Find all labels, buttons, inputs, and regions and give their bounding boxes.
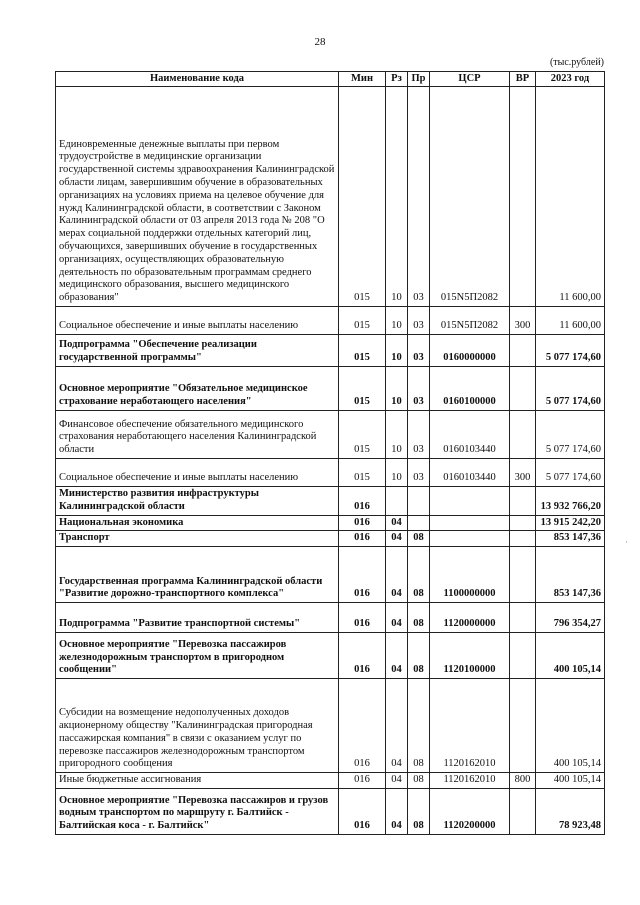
cell-name: Подпрограмма "Развитие транспортной системы" — [56, 603, 339, 633]
cell-min: 016 — [339, 633, 386, 679]
cell-pr — [408, 487, 430, 516]
cell-csr: 0160103440 — [430, 411, 510, 459]
cell-name: Единовременные денежные выплаты при первом трудоустройстве в медицинские организации государственной системы здравоохранения Калининградской области лицам, завершившим обучение в образовательных организациях на условиях приема на целевое обучение для нужд Калининградской области, в соответствии с Законом Калининградской области от 03 апреля 2013 года № 208 "О мерах социальной поддержки отдельных категорий лиц, обучающихся, завершивших обучение в государственных организациях, осуществляющих образовательную деятельность по образовательным программам среднего медицинского образования, высшего медицинского образования" — [56, 87, 339, 307]
cell-name: Субсидии на возмещение недополученных доходов акционерному обществу "Калининградская пригородная пассажирская компания" в связи с оказанием услуг по перевозке пассажиров железнодорожным транспортом пригородного сообщения — [56, 679, 339, 773]
cell-rz: 04 — [386, 788, 408, 834]
table-row — [56, 679, 605, 773]
cell-pr: 03 — [408, 459, 430, 487]
cell-pr: 08 — [408, 531, 430, 547]
cell-rz: 04 — [386, 531, 408, 547]
cell-amount: 853 147,36 — [536, 531, 605, 547]
cell-vr — [510, 335, 536, 367]
cell-rz: 04 — [386, 679, 408, 773]
cell-pr: 03 — [408, 367, 430, 411]
cell-csr — [430, 515, 510, 531]
cell-csr: 0160103440 — [430, 459, 510, 487]
cell-vr — [510, 411, 536, 459]
cell-min: 015 — [339, 335, 386, 367]
cell-vr — [510, 367, 536, 411]
cell-csr: 1120162010 — [430, 679, 510, 773]
table-row — [56, 603, 605, 633]
cell-name: Социальное обеспечение и иные выплаты населению — [56, 307, 339, 335]
cell-csr: 1120000000 — [430, 603, 510, 633]
cell-min: 016 — [339, 603, 386, 633]
cell-min: 016 — [339, 773, 386, 789]
cell-amount: 11 600,00 — [536, 87, 605, 307]
cell-csr — [430, 487, 510, 516]
cell-vr — [510, 788, 536, 834]
cell-min: 016 — [339, 487, 386, 516]
cell-rz: 04 — [386, 515, 408, 531]
cell-vr: 300 — [510, 307, 536, 335]
cell-name: Основное мероприятие "Обязательное медицинское страхование неработающего населения" — [56, 367, 339, 411]
cell-amount: 78 923,48 — [536, 788, 605, 834]
cell-pr: 03 — [408, 335, 430, 367]
table-body — [56, 87, 605, 835]
cell-pr: 08 — [408, 788, 430, 834]
cell-min: 016 — [339, 547, 386, 603]
table-row — [56, 411, 605, 459]
cell-csr: 1100000000 — [430, 547, 510, 603]
cell-rz: 04 — [386, 547, 408, 603]
cell-min: 016 — [339, 531, 386, 547]
cell-min: 016 — [339, 515, 386, 531]
cell-min: 015 — [339, 307, 386, 335]
cell-rz: 10 — [386, 367, 408, 411]
budget-table — [55, 71, 605, 835]
table-row — [56, 487, 605, 516]
table-row — [56, 633, 605, 679]
cell-csr: 1120100000 — [430, 633, 510, 679]
header-pr: Пр — [408, 72, 430, 87]
table-header — [56, 72, 605, 87]
cell-name: Финансовое обеспечение обязательного медицинского страхования неработающего населения Калининградской области — [56, 411, 339, 459]
cell-amount: 13 932 766,20 — [536, 487, 605, 516]
cell-rz: 10 — [386, 335, 408, 367]
cell-csr: 0160000000 — [430, 335, 510, 367]
cell-min: 015 — [339, 459, 386, 487]
cell-amount: 400 105,14 — [536, 773, 605, 789]
cell-vr — [510, 87, 536, 307]
header-rz: Рз — [386, 72, 408, 87]
header-min: Мин — [339, 72, 386, 87]
cell-rz: 04 — [386, 773, 408, 789]
header-name: Наименование кода — [56, 72, 339, 87]
cell-name: Социальное обеспечение и иные выплаты населению — [56, 459, 339, 487]
cell-vr — [510, 603, 536, 633]
cell-vr — [510, 633, 536, 679]
cell-amount: 11 600,00 — [536, 307, 605, 335]
header-vr: ВР — [510, 72, 536, 87]
table-row — [56, 788, 605, 834]
cell-rz: 10 — [386, 459, 408, 487]
table-row — [56, 335, 605, 367]
cell-vr — [510, 531, 536, 547]
cell-name: Основное мероприятие "Перевозка пассажиров и грузов водным транспортом по маршруту г. Балтийск - Балтийская коса - г. Балтийск" — [56, 788, 339, 834]
header-csr: ЦСР — [430, 72, 510, 87]
cell-amount: 5 077 174,60 — [536, 459, 605, 487]
cell-pr: 08 — [408, 633, 430, 679]
cell-csr: 015N5П2082 — [430, 307, 510, 335]
cell-vr — [510, 547, 536, 603]
cell-pr — [408, 515, 430, 531]
cell-min: 015 — [339, 87, 386, 307]
cell-csr: 015N5П2082 — [430, 87, 510, 307]
cell-amount: 5 077 174,60 — [536, 367, 605, 411]
cell-name: Иные бюджетные ассигнования — [56, 773, 339, 789]
cell-rz: 04 — [386, 633, 408, 679]
table-row — [56, 87, 605, 307]
cell-min: 016 — [339, 788, 386, 834]
cell-rz — [386, 487, 408, 516]
cell-pr: 08 — [408, 547, 430, 603]
table-row — [56, 547, 605, 603]
cell-amount: 796 354,27 — [536, 603, 605, 633]
cell-amount: 400 105,14 — [536, 679, 605, 773]
cell-csr: 1120200000 — [430, 788, 510, 834]
cell-vr — [510, 515, 536, 531]
cell-amount: 5 077 174,60 — [536, 335, 605, 367]
cell-csr: 1120162010 — [430, 773, 510, 789]
table-row — [56, 531, 605, 547]
cell-pr: 03 — [408, 411, 430, 459]
cell-vr: 300 — [510, 459, 536, 487]
page-number: 28 — [314, 36, 326, 48]
cell-pr: 08 — [408, 679, 430, 773]
cell-name: Государственная программа Калининградской области "Развитие дорожно-транспортного комплекса" — [56, 547, 339, 603]
table-row — [56, 307, 605, 335]
cell-amount: 5 077 174,60 — [536, 411, 605, 459]
units-label: (тыс.рублей) — [549, 57, 604, 68]
cell-amount: 13 915 242,20 — [536, 515, 605, 531]
cell-rz: 04 — [386, 603, 408, 633]
table-row — [56, 459, 605, 487]
cell-name: Министерство развития инфраструктуры Калининградской области — [56, 487, 339, 516]
table-row — [56, 367, 605, 411]
margin-mark: · — [625, 537, 628, 547]
cell-min: 015 — [339, 411, 386, 459]
cell-amount: 400 105,14 — [536, 633, 605, 679]
cell-csr — [430, 531, 510, 547]
cell-vr: 800 — [510, 773, 536, 789]
table-row — [56, 773, 605, 789]
cell-amount: 853 147,36 — [536, 547, 605, 603]
header-amount: 2023 год — [536, 72, 605, 87]
cell-min: 015 — [339, 367, 386, 411]
cell-min: 016 — [339, 679, 386, 773]
cell-vr — [510, 487, 536, 516]
cell-name: Подпрограмма "Обеспечение реализации государственной программы" — [56, 335, 339, 367]
cell-rz: 10 — [386, 87, 408, 307]
cell-pr: 08 — [408, 603, 430, 633]
cell-csr: 0160100000 — [430, 367, 510, 411]
cell-name: Транспорт — [56, 531, 339, 547]
cell-pr: 08 — [408, 773, 430, 789]
table-row — [56, 515, 605, 531]
cell-pr: 03 — [408, 87, 430, 307]
cell-rz: 10 — [386, 411, 408, 459]
cell-vr — [510, 679, 536, 773]
cell-name: Национальная экономика — [56, 515, 339, 531]
cell-name: Основное мероприятие "Перевозка пассажиров железнодорожным транспортом в пригородном сообщении" — [56, 633, 339, 679]
cell-pr: 03 — [408, 307, 430, 335]
cell-rz: 10 — [386, 307, 408, 335]
